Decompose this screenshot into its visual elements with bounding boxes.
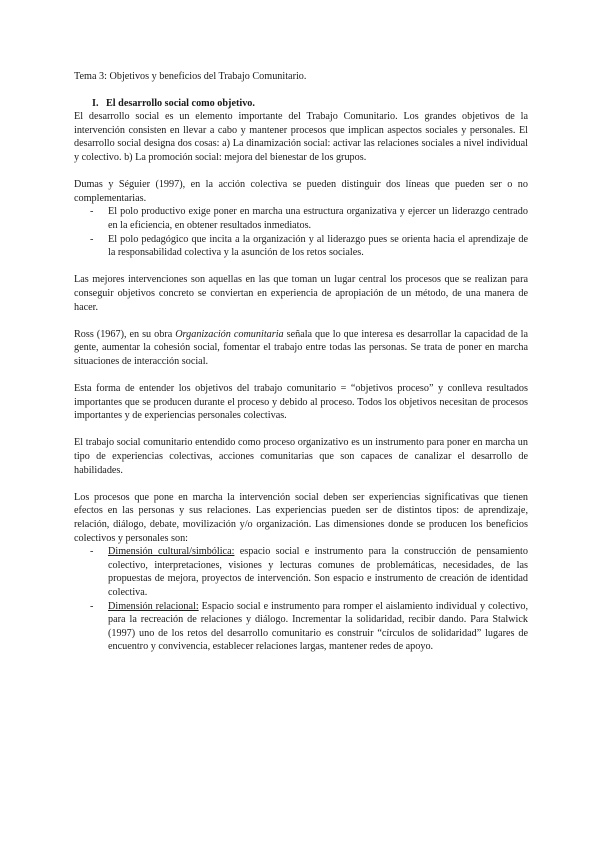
dimension-description: espacio social e instrumento para la construcción de pensamiento colectivo, interpretaciones, visiones y lecturas comunes de problemáticas, necesidades, de las propuestas de mejora, proyectos de intervención. Son espacio e instrumento de creación de identidad colectiva. xyxy=(108,546,528,598)
list-item xyxy=(74,205,528,232)
list-item xyxy=(74,233,528,260)
dash-marker: - xyxy=(90,206,94,218)
bullet-list-polos xyxy=(74,205,528,259)
document-title: Tema 3: Objetivos y beneficios del Trabajo Comunitario. xyxy=(74,71,307,82)
paragraph-trabajo-social-comunitario: El trabajo social comunitario entendido como proceso organizativo es un instrumento para poner en marcha un tipo de experiencias colectivas, acciones comunitarias que son capaces de canalizar el desarrollo de habilidades. xyxy=(74,437,528,476)
book-title: Organización comunitaria xyxy=(175,328,284,340)
list-item-text: El polo pedagógico que incita a la organización y al liderazgo pues se orienta hacia el aprendizaje de la responsabilidad colectiva y la asunción de los retos sociales. xyxy=(108,233,528,259)
list-item xyxy=(74,600,528,654)
list-item xyxy=(74,545,528,599)
paragraph-dumas-seguier: Dumas y Séguier (1997), en la acción colectiva se pueden distinguir dos líneas que pueden ser o no complementarias. xyxy=(74,179,528,204)
dash-marker: - xyxy=(90,546,94,558)
paragraph-ross xyxy=(74,328,528,369)
paragraph-ross-rest: señala que lo que interesa es desarrollar la capacidad de la gente, aumentar la cohesión social, fomentar el trabajo entre todas las personas. Se trata de poner en marcha situaciones de interacción social. xyxy=(74,328,528,367)
dimension-term: Dimensión cultural/simbólica: xyxy=(108,546,235,558)
paragraph-objetivos-proceso: Esta forma de entender los objetivos del trabajo comunitario = “objetivos proceso” y conlleva resultados importantes que se producen durante el proceso y debido al proceso. Todos los objetivos necesitan de procesos importantes y de experiencias personales colectivas. xyxy=(74,383,528,422)
section-heading xyxy=(74,97,528,111)
paragraph-mejores-intervenciones: Las mejores intervenciones son aquellas en las que toman un lugar central los procesos que se realizan para conseguir objetivos concreto se conviertan en experiencia de apropiación de un método, de una manera de hacer. xyxy=(74,274,528,313)
bullet-list-dimensiones xyxy=(74,545,528,654)
section-heading-text: El desarrollo social como objetivo. xyxy=(106,97,255,109)
dimension-term: Dimensión relacional: xyxy=(108,600,199,612)
dash-marker: - xyxy=(90,233,94,245)
list-item-text: El polo productivo exige poner en marcha una estructura organizativa y ejercer un liderazgo centrado en la eficiencia, en obtener resultados inmediatos. xyxy=(108,206,528,231)
paragraph-ross-lead: Ross (1967), en su obra xyxy=(74,328,176,340)
paragraph-procesos-intervencion: Los procesos que pone en marcha la intervención social deben ser experiencias significativas que tienen efectos en las personas y sus relaciones. Las experiencias pueden ser de distintos tipos: de aprendizaje, relación, diálogo, debate, movilización y/o organización. Las dimensiones donde se producen los beneficios colectivos y personales son: xyxy=(74,491,528,544)
dimension-description: Espacio social e instrumento para romper el aislamiento individual y colectivo, para la recreación de relaciones y diálogo. Incrementar la solidaridad, recibir dando. Para Stalwick (1997) uno de los retos del desarrollo comunitario es construir “círculos de solidaridad” lugares de encuentro y convivencia, establecer relaciones largas, mantener redes de apoyo. xyxy=(108,600,528,653)
paragraph-desarrollo-social: El desarrollo social es un elemento importante del Trabajo Comunitario. Los grandes objetivos de la intervención consisten en llevar a cabo y mantener procesos que implican aspectos sociales y personales. El desarrollo social designa dos cosas: a) La dinamización social: activar las relaciones sociales a nivel individual y colectivo. b) La promoción social: mejora del bienestar de los grupos. xyxy=(74,111,528,163)
dash-marker: - xyxy=(90,600,94,612)
section-number: I. xyxy=(92,97,99,109)
